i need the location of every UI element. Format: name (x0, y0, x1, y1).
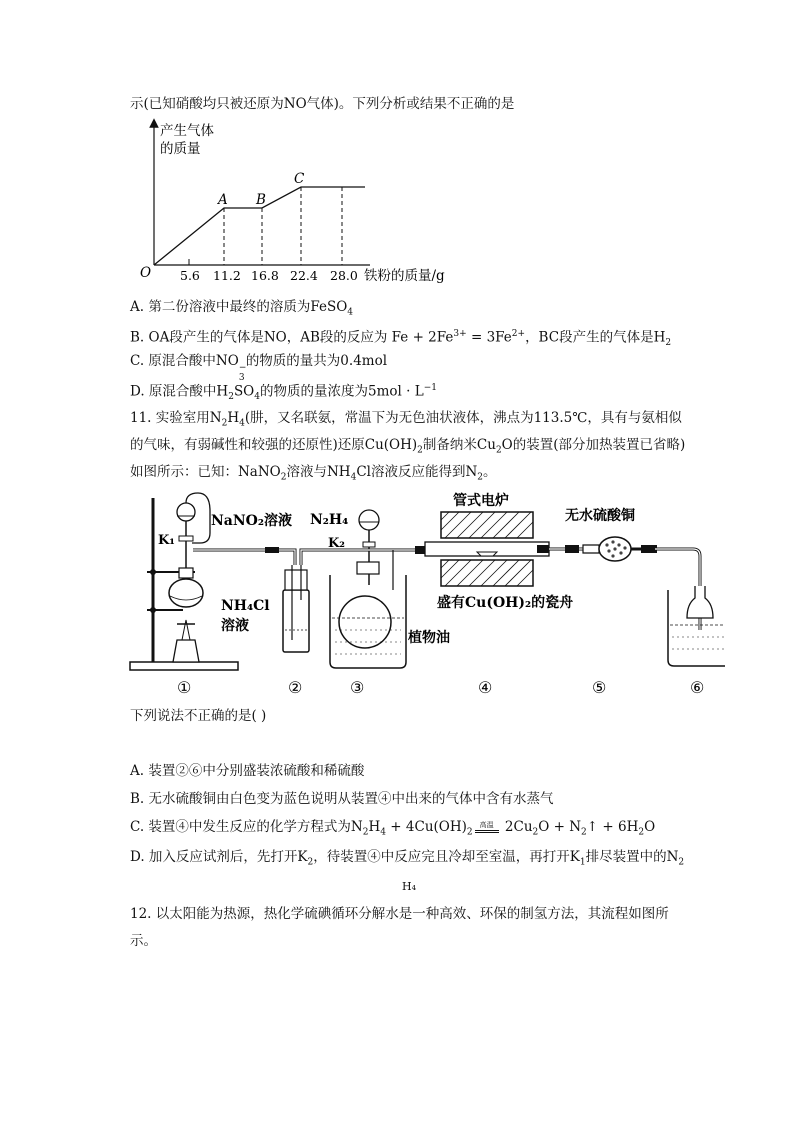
tick-label-22.4: 22.4 (290, 268, 318, 283)
q11-line-3: 如图所示：已知：NaNO$_2$溶液与$NH_4Cl$溶液反应能得到$N_2$。 (130, 464, 497, 483)
wash-bottle (283, 590, 309, 652)
q12-line-1: 12. 以太阳能为热源，热化学硫碘循环分解水是一种高效、环保的制氢方法，其流程如图所 (130, 906, 669, 922)
q12-line-2: 示。 (130, 933, 157, 949)
q11-line-1: 11. 实验室用$N_2H_4$(肼，又名联氨，常温下为无色油状液体，沸点为113.5℃，具有与氨相似 (130, 410, 682, 429)
q10-option-a: A. 第二份溶液中最终的溶质为FeSO$_4$ (130, 299, 353, 318)
tick-label-5.6: 5.6 (180, 268, 200, 283)
label-nano2: NaNO₂溶液 (211, 513, 292, 529)
q10-chart (130, 115, 480, 295)
tube-2-3 (301, 550, 355, 565)
q11-option-d-wrap: H₄ (402, 880, 417, 893)
label-device-3: ③ (350, 678, 365, 697)
q10-option-c: C. 原混合酸中NO − 3 的物质的量共为0.4mol (130, 353, 388, 383)
label-boat: 盛有Cu(OH)₂的瓷舟 (437, 595, 574, 611)
q10-option-b: B. OA段产生的气体是NO，AB段的反应为 $Fe + 2Fe^{3+} = 3Fe^{2+}$，BC段产生的气体是$H_2$ (130, 329, 672, 349)
q11-line-2: 的气味，有弱碱性和较强的还原性)还原$Cu(OH)_2$制备纳米$Cu_2O$的装置(部分加热装置已省略) (130, 437, 686, 456)
y-label-1: 产生气体 (160, 123, 214, 139)
apparatus-diagram (125, 490, 725, 700)
label-nh4cl-1: NH₄Cl (221, 598, 270, 614)
label-device-2: ② (288, 678, 303, 697)
label-k2: K₂ (328, 536, 345, 551)
q11-stem: 下列说法不正确的是( ) (130, 708, 267, 724)
label-k1: K₁ (158, 533, 175, 548)
point-a-label: A (218, 192, 228, 208)
funnel-1 (177, 503, 195, 521)
q11-option-d: D. 加入反应试剂后，先打开$K_2$，待装置④中反应完且冷却至室温，再打开$K_1$排尽装置中的$N_2$ (130, 849, 685, 868)
flask-3 (339, 596, 391, 648)
stopcock-k1 (179, 536, 193, 541)
label-n2h4: N₂H₄ (310, 512, 349, 528)
clamp-knob (150, 569, 156, 575)
inverted-funnel (687, 586, 713, 618)
drying-tube (583, 545, 599, 553)
label-oil: 植物油 (408, 630, 450, 646)
origin-label: O (140, 265, 152, 281)
tube-1-2 (193, 550, 295, 565)
funnel-3 (359, 510, 379, 530)
label-device-1: ① (177, 678, 192, 697)
q11-option-a: A. 装置②⑥中分别盛装浓硫酸和稀硫酸 (130, 763, 365, 779)
flask-1 (169, 579, 203, 607)
q11-option-b: B. 无水硫酸铜由白色变为蓝色说明从装置④中出来的气体中含有水蒸气 (130, 791, 554, 807)
stand-base (130, 662, 238, 670)
alcohol-lamp (173, 640, 199, 662)
label-furnace: 管式电炉 (453, 493, 509, 509)
clamp-knob-2 (150, 607, 156, 613)
label-device-6: ⑥ (690, 678, 705, 697)
intro-line: 示(已知硝酸均只被还原为NO气体)。下列分析或结果不正确的是 (130, 96, 515, 112)
q11-option-c: C. 装置④中发生反应的化学方程式为$N_2H_4 + 4Cu(OH)_2$ 高温 $2Cu_2O$ + $N_2↑ + 6H_2O$ (130, 819, 656, 838)
stopcock-k2 (363, 542, 375, 547)
tick-label-11.2: 11.2 (213, 268, 241, 283)
tick-label-16.8: 16.8 (251, 268, 279, 283)
y-label-2: 的质量 (160, 141, 201, 157)
label-nh4cl-2: 溶液 (221, 618, 249, 634)
label-device-4: ④ (478, 678, 493, 697)
porcelain-boat (477, 552, 497, 556)
point-b-label: B (256, 192, 266, 208)
label-device-5: ⑤ (592, 678, 607, 697)
label-cuso4: 无水硫酸铜 (565, 508, 635, 524)
q10-option-d: D. 原混合酸中$H_2SO_4$的物质的量浓度为$5mol \cdot L^{-1}$ (130, 383, 437, 403)
x-axis-label: 铁粉的质量/g (364, 268, 445, 284)
tick-label-28.0: 28.0 (330, 268, 358, 283)
point-c-label: C (294, 171, 305, 187)
